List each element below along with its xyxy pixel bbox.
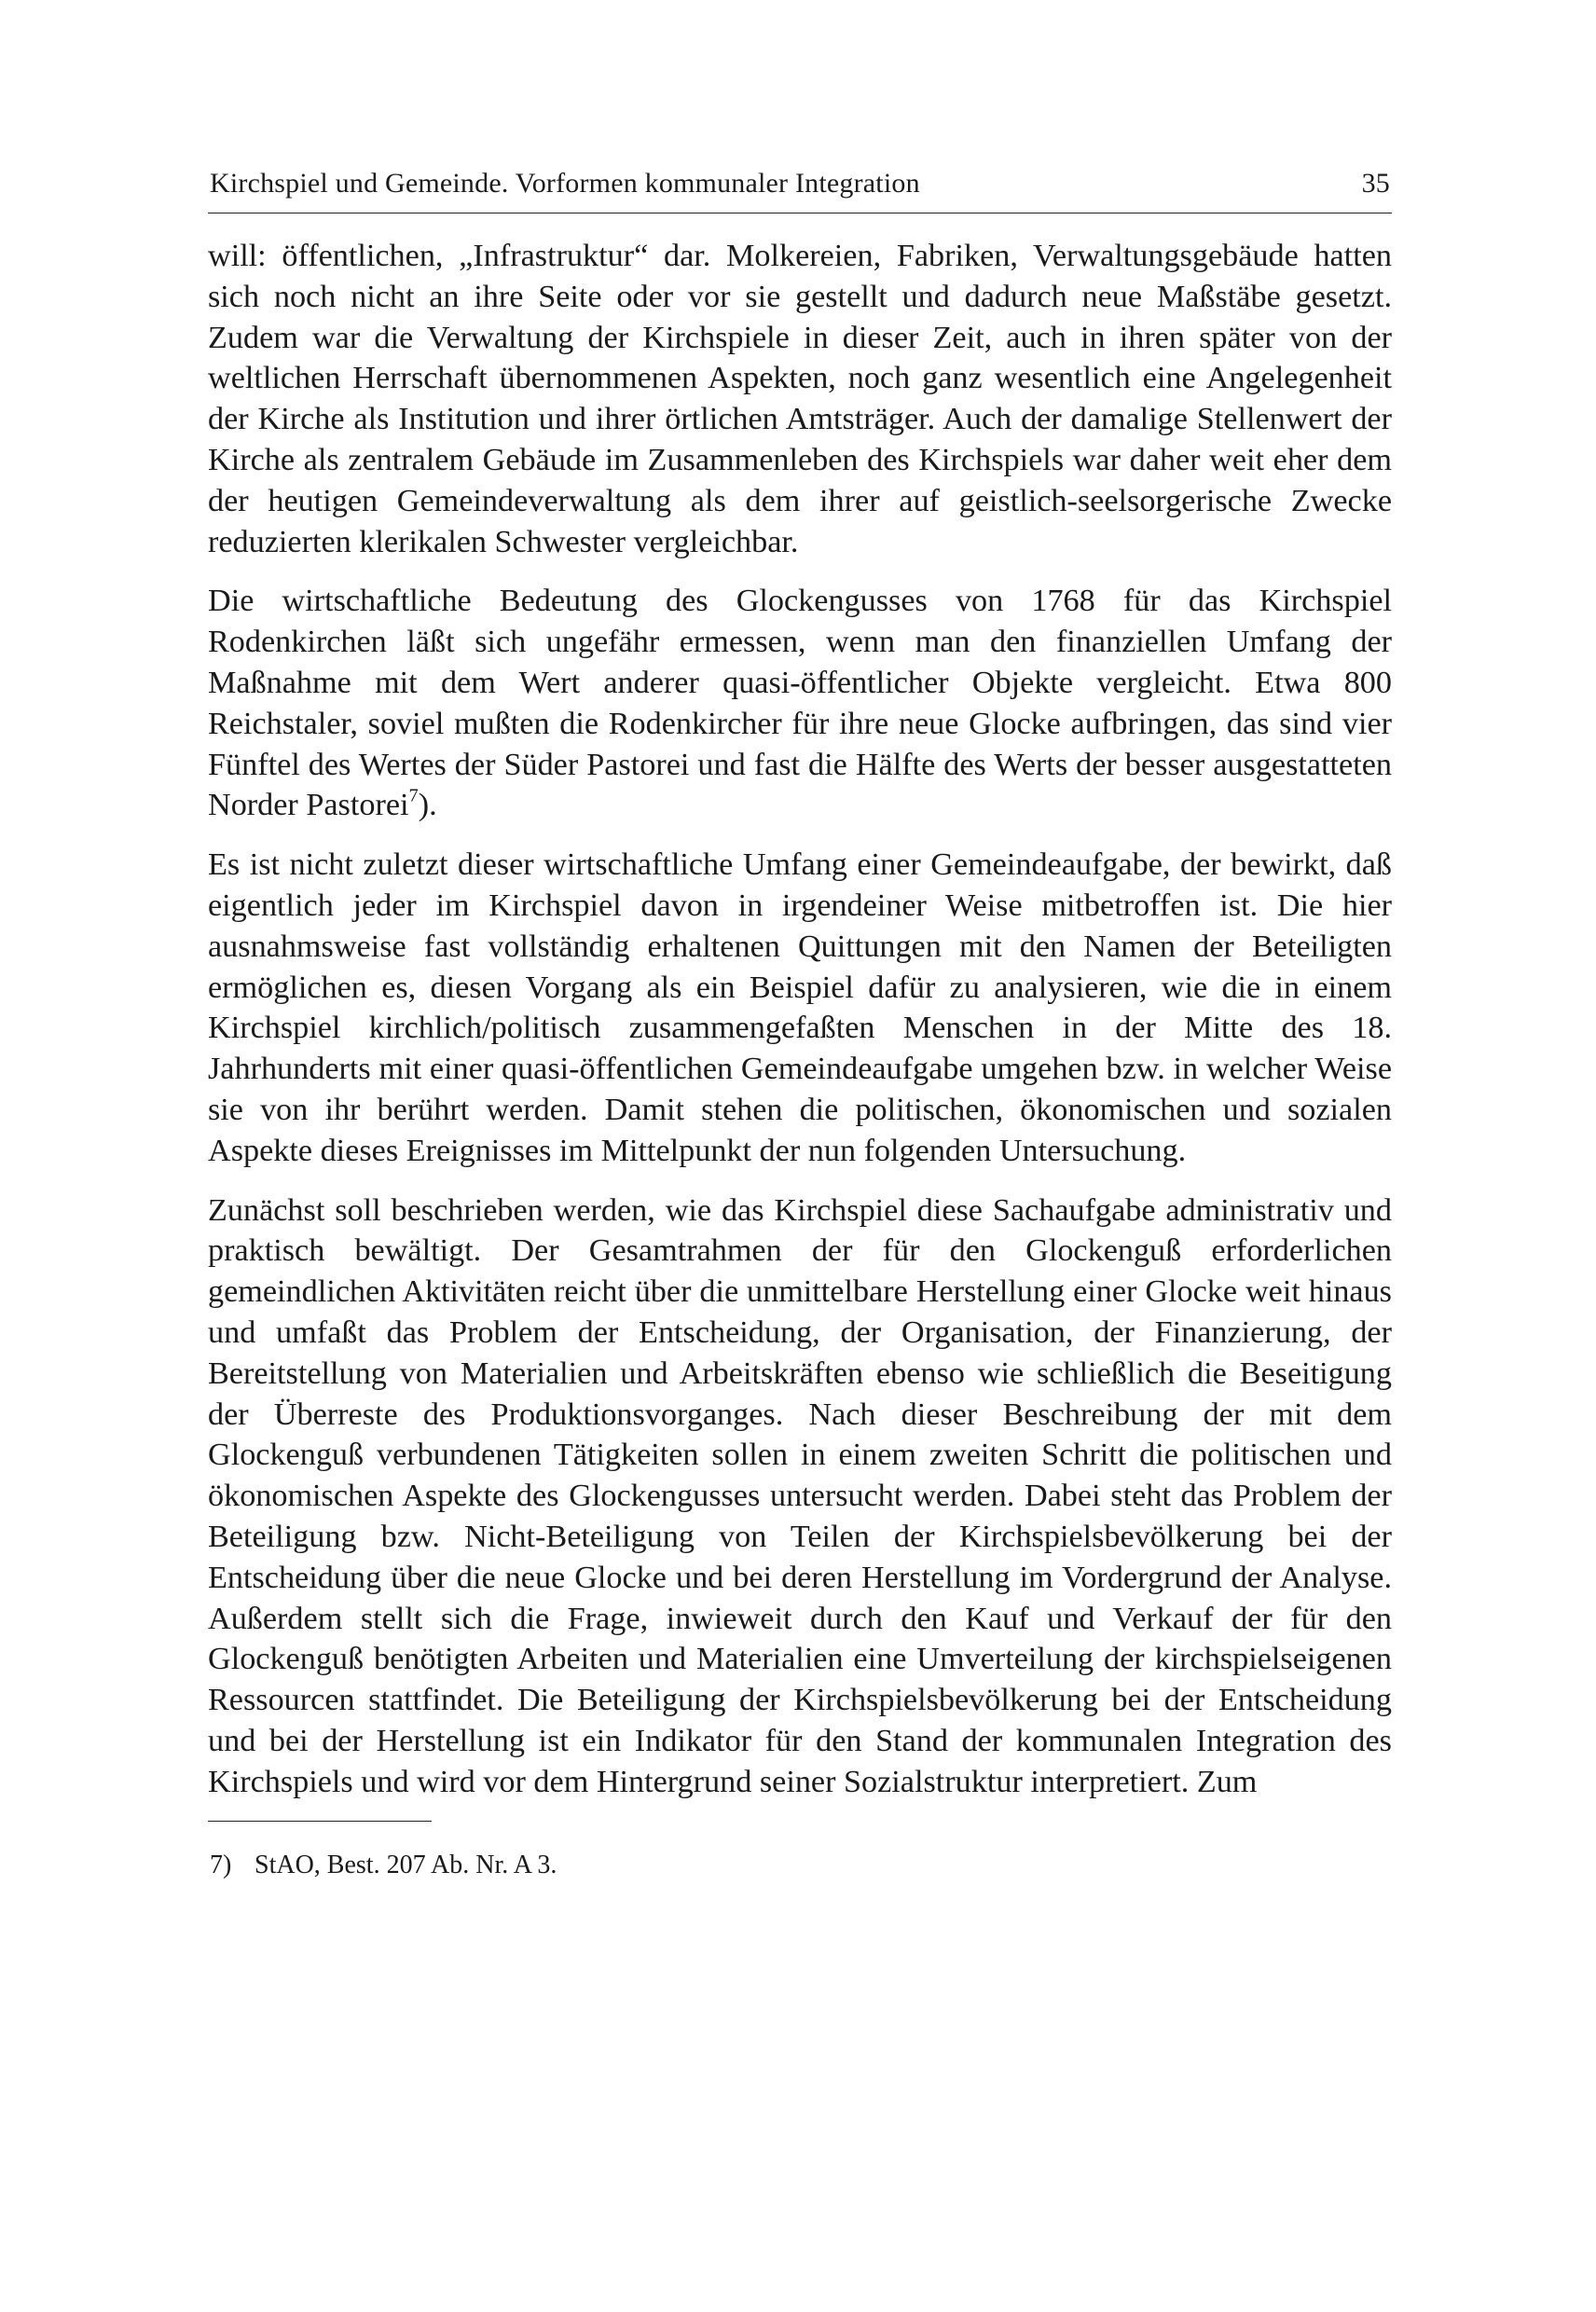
book-page [208,168,1392,1881]
paragraph-2 [208,581,1392,826]
paragraph-4: Zunächst soll beschrieben werden, wie das Kirchspiel diese Sachaufgabe administrativ und praktisch bewältigt. Der Gesamtrahmen der für den Glockenguß erforderlichen gemeindlichen Aktivitäten reicht über die unmittelbare Herstellung einer Glocke weit hinaus und umfaßt das Problem der Entscheidung, der Organisation, der Finanzierung, der Bereitstellung von Materialien und Arbeitskräften ebenso wie schließlich die Beseitigung der Überreste des Produktionsvorganges. Nach dieser Beschreibung der mit dem Glockenguß verbundenen Tätigkeiten sollen in einem zweiten Schritt die politischen und ökonomischen Aspekte des Glockengusses untersucht werden. Dabei steht das Problem der Beteiligung bzw. Nicht-Beteiligung von Teilen der Kirchspielsbevölkerung bei der Entscheidung über die neue Glocke und bei deren Herstellung im Vordergrund der Analyse. Außerdem stellt sich die Frage, inwieweit durch den Kauf und Verkauf der für den Glockenguß benötigten Arbeiten und Materialien eine Umverteilung der kirchspielseigenen Ressourcen stattfindet. Die Beteiligung der Kirchspielsbevölkerung bei der Entscheidung und bei der Herstellung ist ein Indikator für den Stand der kommunalen Integration des Kirchspiels und wird vor dem Hintergrund seiner Sozialstruktur interpretiert. Zum [208,1192,1392,1799]
footnote-marker: 7) [210,1851,232,1880]
footnote [208,1850,1392,1881]
footnote-reference: 7 [408,786,419,806]
page-number: 35 [1361,168,1390,199]
footnote-text: StAO, Best. 207 Ab. Nr. A 3. [255,1851,557,1880]
paragraph-1: will: öffentlichen, „Infrastruktur“ dar. Molkereien, Fabriken, Verwaltungsgebäude hatten sich noch nicht an ihre Seite oder vor sie gestellt und dadurch neue Maßstäbe gesetzt. Zudem war die Verwaltung der Kirchspiele in dieser Zeit, auch in ihren später von der weltlichen Herrschaft übernommenen Aspekten, noch ganz wesentlich eine Angelegenheit der Kirche als Institution und ihrer örtlichen Amtsträger. Auch der damalige Stellenwert der Kirche als zentralem Gebäude im Zusammenleben des Kirchspiels war daher weit eher dem der heutigen Gemeindeverwaltung als dem ihrer auf geistlich-seelsorgerische Zwecke reduzierten klerikalen Schwester vergleichbar. [208,239,1392,559]
running-head [208,168,1392,213]
running-head-title: Kirchspiel und Gemeinde. Vorformen kommunaler Integration [210,168,920,199]
paragraph-2-closing: ). [418,788,437,823]
footnote-divider [208,1821,432,1822]
body-text [208,236,1392,1802]
paragraph-3: Es ist nicht zuletzt dieser wirtschaftliche Umfang einer Gemeindeaufgabe, der bewirkt, daß eigentlich jeder im Kirchspiel davon in irgendeiner Weise mitbetroffen ist. Die hier ausnahmsweise fast vollständig erhaltenen Quittungen mit den Namen der Beteiligten ermöglichen es, diesen Vorgang als ein Beispiel dafür zu analysieren, wie die in einem Kirchspiel kirchlich/politisch zusammengefaßten Menschen in der Mitte des 18. Jahrhunderts mit einer quasi-öffentlichen Gemeindeaufgabe umgehen bzw. in welcher Weise sie von ihr berührt werden. Damit stehen die politischen, ökonomischen und sozialen Aspekte dieses Ereignisses im Mittelpunkt der nun folgenden Untersuchung. [208,847,1392,1168]
paragraph-2-text: Die wirtschaftliche Bedeutung des Glockengusses von 1768 für das Kirchspiel Rodenkirchen läßt sich ungefähr ermessen, wenn man den finanziellen Umfang der Maßnahme mit dem Wert anderer quasi-öffentlicher Objekte vergleicht. Etwa 800 Reichstaler, soviel mußten die Rodenkircher für ihre neue Glocke aufbringen, das sind vier Fünftel des Wertes der Süder Pastorei und fast die Hälfte des Werts der besser ausgestatteten Norder Pastorei [208,584,1392,823]
